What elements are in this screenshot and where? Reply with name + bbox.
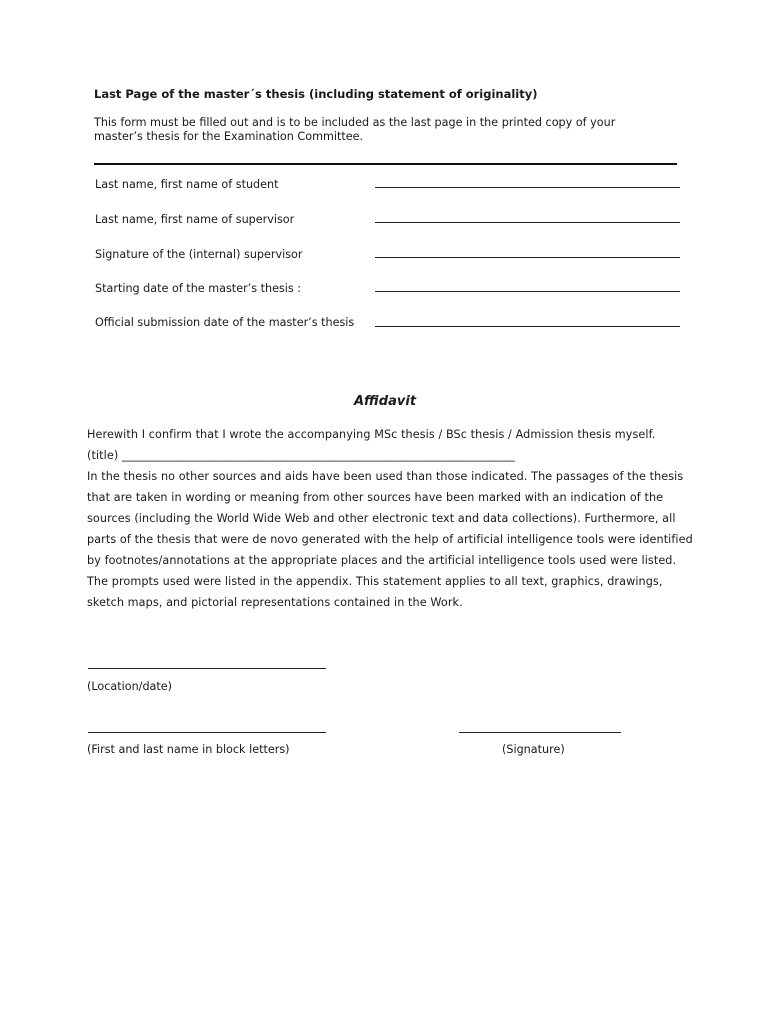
block-letters-name-label: (First and last name in block letters): [87, 743, 290, 756]
section-divider: [94, 163, 677, 165]
starting-date-field[interactable]: [375, 291, 680, 292]
intro-text: [94, 116, 615, 144]
student-name-label: Last name, first name of student: [95, 178, 279, 191]
thesis-title-field[interactable]: (title) _____________________________________________________________________: [87, 449, 515, 462]
affidavit-body-line: The prompts used were listed in the appendix. This statement applies to all text, graphics, drawings,: [87, 575, 663, 588]
supervisor-signature-label: Signature of the (internal) supervisor: [95, 248, 303, 261]
intro-line: master’s thesis for the Examination Committee.: [94, 130, 364, 143]
affidavit-body-line: In the thesis no other sources and aids have been used than those indicated. The passages of the thesis: [87, 470, 684, 483]
affidavit-confirm-line: Herewith I confirm that I wrote the accompanying MSc thesis / BSc thesis / Admission thesis myself.: [87, 428, 656, 441]
affidavit-body-line: by footnotes/annotations at the appropriate places and the artificial intelligence tools used were listed.: [87, 554, 677, 567]
intro-line: This form must be filled out and is to be included as the last page in the printed copy of your: [94, 116, 616, 129]
affidavit-heading: Affidavit: [353, 394, 417, 409]
affidavit-body-line: that are taken in wording or meaning from other sources have been marked with an indication of the: [87, 491, 664, 504]
submission-date-label: Official submission date of the master’s thesis: [95, 316, 355, 329]
supervisor-name-field[interactable]: [375, 222, 680, 223]
location-date-field[interactable]: [88, 668, 326, 669]
signature-label: (Signature): [502, 743, 565, 756]
page-title: Last Page of the master´s thesis (including statement of originality): [94, 87, 538, 101]
block-letters-name-field[interactable]: [88, 732, 326, 733]
affidavit-body-line: parts of the thesis that were de novo generated with the help of artificial intelligence tools were identified: [87, 533, 693, 546]
supervisor-name-label: Last name, first name of supervisor: [95, 213, 295, 226]
submission-date-field[interactable]: [375, 326, 680, 327]
affidavit-body-line: sketch maps, and pictorial representations contained in the Work.: [87, 596, 463, 609]
affidavit-body-line: sources (including the World Wide Web and other electronic text and data collections). Furthermore, all: [87, 512, 676, 525]
signature-field[interactable]: [459, 732, 621, 733]
student-name-field[interactable]: [375, 187, 680, 188]
starting-date-label: Starting date of the master’s thesis :: [95, 282, 302, 295]
supervisor-signature-field[interactable]: [375, 257, 680, 258]
location-date-label: (Location/date): [87, 680, 173, 693]
